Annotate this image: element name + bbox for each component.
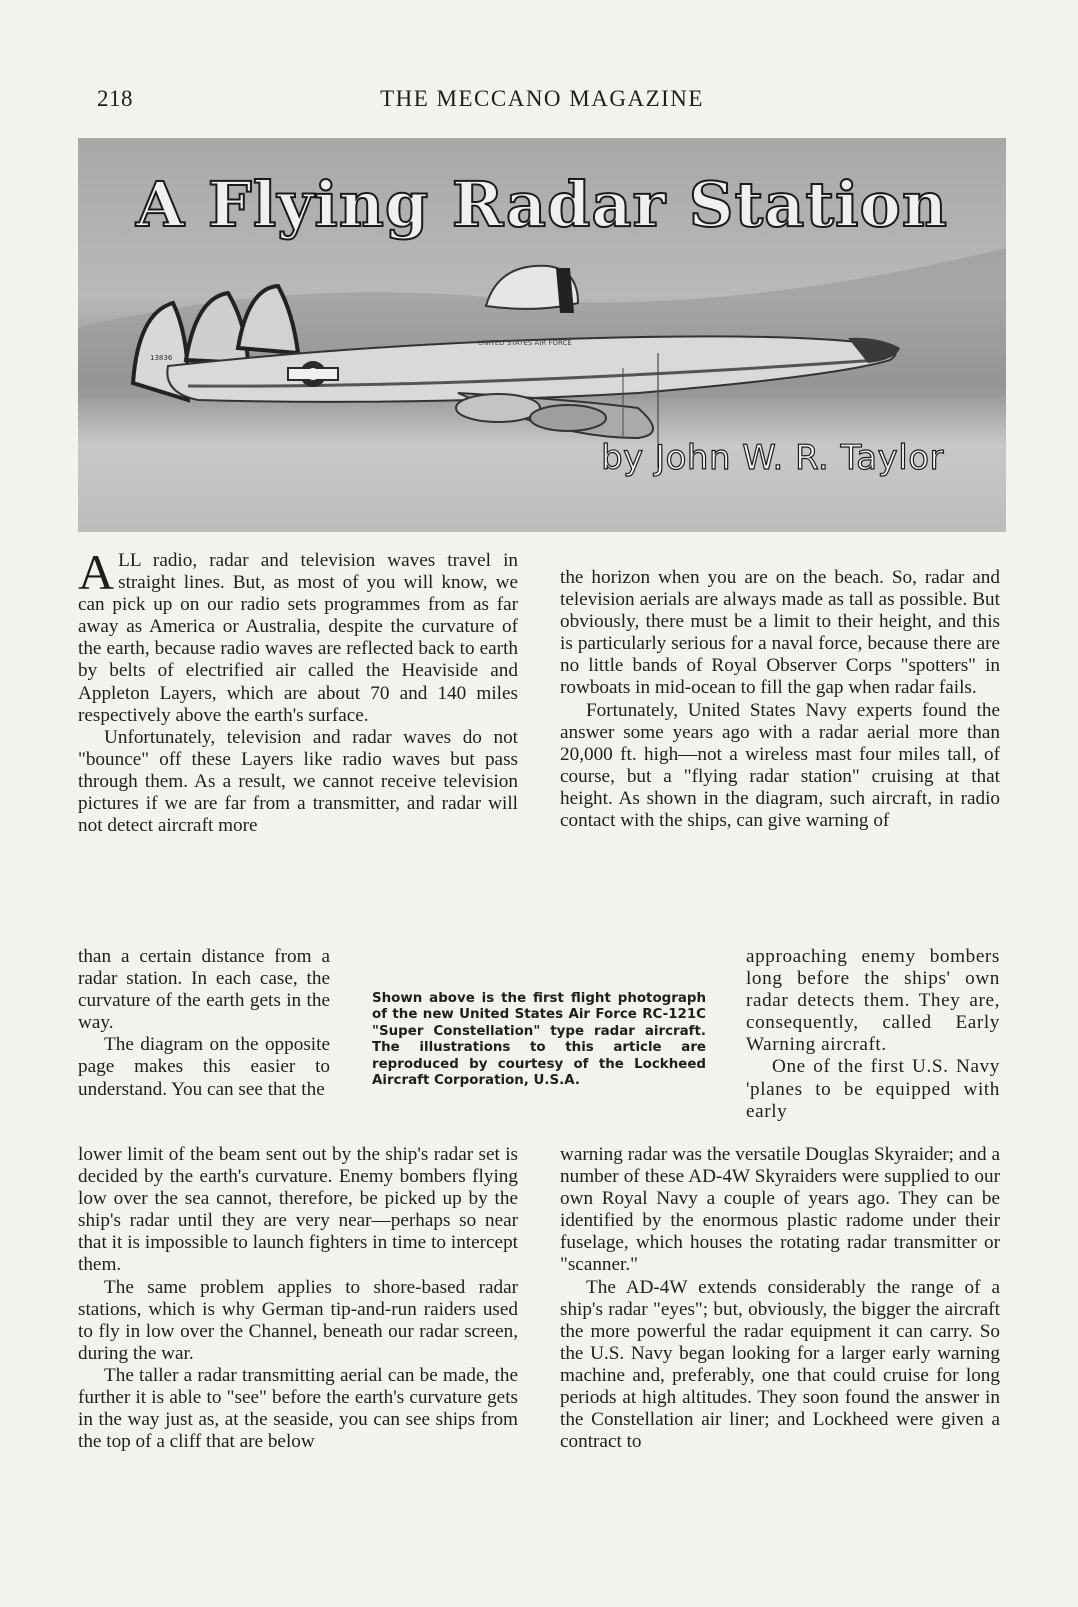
right-column bbox=[560, 567, 1000, 832]
page-header bbox=[97, 86, 987, 120]
page-number: 218 bbox=[97, 86, 133, 111]
author-byline: by John W. R. Taylor bbox=[601, 438, 944, 478]
fuselage-lettering: UNITED STATES AIR FORCE bbox=[478, 339, 572, 347]
right-paragraph-3-start: One of the first U.S. Navy 'planes to be equipped with early bbox=[746, 1056, 1000, 1122]
left-paragraph-2: Unfortunately, television and radar waves do not "bounce" off these Layers like radio waves but pass through them. As a result, we cannot receive television pictures if we are far from a transmitter, and radar will not detect aircraft more bbox=[78, 726, 518, 837]
left-paragraph-5: The taller a radar transmitting aerial can be made, the further it is able to "see" before the earth's curvature gets in the way just as, at the seaside, you can see ships from the top of a cliff that are below bbox=[78, 1364, 518, 1453]
left-paragraph-3-end: lower limit of the beam sent out by the ship's radar set is decided by the earth's curvature. Enemy bombers flying low over the sea cannot, therefore, be picked up by the ship's radar until they are very near—perhaps so near that it is impossible to launch fighters in time to intercept them. bbox=[78, 1144, 518, 1276]
right-column-narrow bbox=[746, 946, 1000, 1123]
left-paragraph-4: The same problem applies to shore-based radar stations, which is why German tip-and-run raiders used to fly in low over the Channel, beneath our radar screen, during the war. bbox=[78, 1276, 518, 1364]
right-paragraph-2-end: approaching enemy bombers long before the ships' own radar detects them. They are, consequently, called Early Warning aircraft. bbox=[746, 946, 1000, 1056]
right-paragraph-2: Fortunately, United States Navy experts found the answer some years ago with a radar aerial more than 20,000 ft. high—not a wireless mast four miles tall, of course, but a "flying radar station" cruising at that height. As shown in the diagram, such aircraft, in radio contact with the ships, can give warning of bbox=[560, 699, 1000, 832]
left-paragraph-3-start: The diagram on the opposite page makes this easier to understand. You can see that the bbox=[78, 1034, 330, 1100]
left-paragraph-1: LL radio, radar and television waves travel in straight lines. But, as most of you will know, we can pick up on our radio sets programmes from as far away as America or Australia, despite the curvature of the earth, because radio waves are reflected back to earth by belts of electrified air called the Heaviside and Appleton Layers, which are about 70 and 140 miles respectively above the earth's surface. bbox=[78, 550, 518, 726]
left-paragraph-2-end: than a certain distance from a radar station. In each case, the curvature of the earth gets in the way. bbox=[78, 946, 330, 1034]
right-paragraph-3-end: warning radar was the versatile Douglas Skyraider; and a number of these AD-4W Skyraiders were supplied to our own Royal Navy a couple of years ago. They can be identified by the enormous plastic radome under their fuselage, which houses the rotating radar transmitter or "scanner." bbox=[560, 1144, 1000, 1276]
right-column-lower bbox=[560, 1144, 1000, 1453]
right-paragraph-1: the horizon when you are on the beach. So, radar and television aerials are always made as tall as possible. But obviously, there must be a limit to their height, and this is particularly serious for a naval force, because there are no little bands of Royal Observer Corps "spotters" in rowboats in mid-ocean to fill the gap when radar fails. bbox=[560, 567, 1000, 699]
left-column-lower bbox=[78, 1144, 518, 1453]
left-column bbox=[78, 544, 518, 837]
hero-photograph bbox=[78, 138, 1006, 532]
drop-cap: A bbox=[78, 544, 115, 600]
left-column-narrow bbox=[78, 946, 330, 1101]
right-paragraph-4: The AD-4W extends considerably the range of a ship's radar "eyes"; but, obviously, the bigger the aircraft the more powerful the radar equipment it can carry. So the U.S. Navy began looking for a larger early warning machine and, preferably, one that could cruise for long periods at high altitudes. They soon found the answer in the Constellation air liner; and Lockheed were given a contract to bbox=[560, 1276, 1000, 1453]
photo-caption: Shown above is the first flight photograph of the new United States Air Force RC-121C "Super Constellation" type radar aircraft. The illustrations to this article are reproduced by courtesy of the Lockheed Aircraft Corporation, U.S.A. bbox=[372, 991, 706, 1089]
tail-number: 13836 bbox=[150, 354, 173, 362]
magazine-title: THE MECCANO MAGAZINE bbox=[380, 86, 704, 111]
article-title: A Flying Radar Station bbox=[136, 168, 948, 241]
